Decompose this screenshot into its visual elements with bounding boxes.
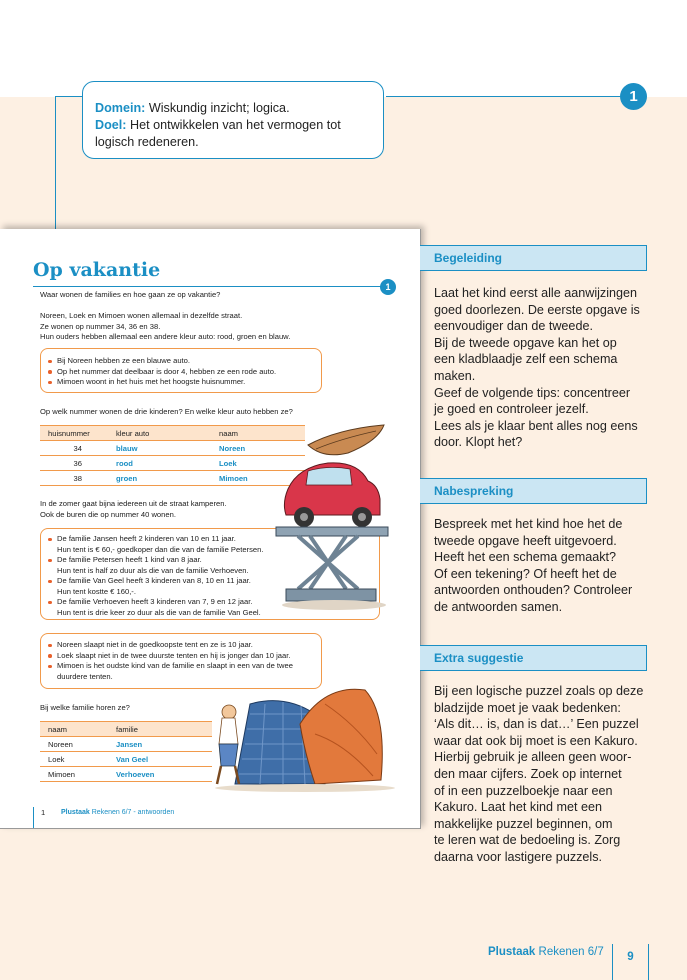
begeleiding-text: Laat het kind eerst alle aanwijzingen goed doorlezen. De eerste opgave is eenvoudiger dan de tweede. Bij de tweede opgave kan het op een kladblaadje zelf een schema maken. Geef de volgende tips: concentreer je goed en controleer jezelf. Lees als je klaar bent alles nog eens door. Klopt het?	[434, 286, 640, 450]
table-cell: Noreen	[40, 737, 108, 752]
clue-item: Noreen slaapt niet in de goedkoopste tent en ze is 10 jaar.	[57, 640, 321, 651]
answer-cell: rood	[108, 456, 211, 471]
clue-item: Loek slaapt niet in de twee duurste tenten en hij is jonger dan 10 jaar.	[57, 651, 321, 662]
table-row	[40, 752, 212, 767]
clue-item: De familie Verhoeven heeft 3 kinderen van 7, 9 en 12 jaar. Hun tent is drie keer zo duur als die van de familie Van Geel.	[57, 597, 379, 618]
domain-goal-box	[82, 81, 384, 159]
worksheet-title: Op vakantie	[33, 259, 161, 281]
nabespreking-text: Bespreek met het kind hoe het de tweede opgave heeft uitgevoerd. Heeft het een schema gemaakt? Of een tekening? Of heeft het de antwoorden onthouden? Controleer de antwoorden samen.	[434, 517, 633, 614]
clue-item: Bij Noreen hebben ze een blauwe auto.	[57, 356, 321, 367]
nabespreking-heading: Nabespreking	[420, 478, 647, 504]
worksheet-footer-text: Plustaak Rekenen 6/7 - antwoorden	[61, 809, 175, 816]
answer-cell: Verhoeven	[108, 767, 212, 782]
table-row	[40, 456, 305, 471]
table-cell: 38	[40, 471, 108, 486]
answer-cell: Van Geel	[108, 752, 212, 767]
answer-cell: Mimoen	[211, 471, 305, 486]
page-footer-text: Plustaak Rekenen 6/7	[488, 946, 604, 958]
clue-item: De familie Jansen heeft 2 kinderen van 10 en 11 jaar. Hun tent is € 60,- goedkoper dan die van de familie Petersen.	[57, 534, 379, 555]
header-rule	[386, 96, 620, 97]
table-row	[40, 441, 305, 456]
table-cell: 36	[40, 456, 108, 471]
clue-item: De familie Petersen heeft 1 kind van 8 jaar. Hun tent is half zo duur als die van de familie Verhoeven.	[57, 555, 379, 576]
clue-box-1	[40, 348, 322, 393]
table-cell: Loek	[40, 752, 108, 767]
worksheet-badge: 1	[380, 279, 396, 295]
family-table	[40, 721, 212, 782]
worksheet-footer	[33, 807, 420, 828]
table-header: familie	[108, 722, 212, 737]
answer-cell: blauw	[108, 441, 211, 456]
begeleiding-heading: Begeleiding	[420, 245, 647, 271]
answer-cell: Loek	[211, 456, 305, 471]
intro-line-2: Ze wonen op nummer 34, 36 en 38.	[40, 321, 161, 331]
left-rule	[55, 96, 56, 230]
house-table	[40, 425, 305, 486]
question-1: Waar wonen de families en hoe gaan ze op vakantie?	[40, 290, 221, 299]
worksheet-card	[0, 229, 421, 829]
intro2-line-1: In de zomer gaat bijna iedereen uit de straat kamperen.	[40, 499, 227, 508]
table-header: naam	[40, 722, 108, 737]
tent-illustration	[205, 684, 395, 794]
domain-label: Domein:	[95, 101, 146, 115]
extra-suggestie-heading: Extra suggestie	[420, 645, 647, 671]
table-header: kleur auto	[108, 426, 211, 441]
intro2-line-2: Ook de buren die op nummer 40 wonen.	[40, 509, 176, 519]
title-rule	[33, 286, 389, 287]
clue-item: Mimoen is het oudste kind van de familie en slaapt in een van de twee duurdere tenten.	[57, 661, 321, 682]
goal-text: Het ontwikkelen van het vermogen tot logisch redeneren.	[95, 118, 341, 149]
clue-box-3	[40, 633, 322, 689]
clue-item: De familie Van Geel heeft 3 kinderen van 8, 10 en 11 jaar. Hun tent kostte € 160,-.	[57, 576, 379, 597]
page-number: 9	[612, 944, 649, 980]
answer-cell: Noreen	[211, 441, 305, 456]
answer-cell: Jansen	[108, 737, 212, 752]
table-row	[40, 767, 212, 782]
worksheet-page-number: 1	[33, 807, 55, 828]
table-cell: 34	[40, 441, 108, 456]
table-row	[40, 737, 212, 752]
table-cell: Mimoen	[40, 767, 108, 782]
table-header: naam	[211, 426, 305, 441]
domain-text: Wiskundig inzicht; logica.	[145, 101, 290, 115]
question-3: Bij welke familie horen ze?	[40, 703, 130, 712]
table-header: huisnummer	[40, 426, 108, 441]
clue-item: Op het nummer dat deelbaar is door 4, hebben ze een rode auto.	[57, 367, 321, 378]
section-number-badge: 1	[620, 83, 647, 110]
car-lift-illustration	[268, 419, 390, 614]
intro-line-3: Hun ouders hebben allemaal een andere kleur auto: rood, groen en blauw.	[40, 332, 291, 341]
question-2: Op welk nummer wonen de drie kinderen? En welke kleur auto hebben ze?	[40, 407, 293, 416]
intro-line-1: Noreen, Loek en Mimoen wonen allemaal in dezelfde straat.	[40, 311, 243, 320]
clue-item: Mimoen woont in het huis met het hoogste huisnummer.	[57, 377, 321, 388]
left-rule-top	[55, 96, 83, 97]
goal-label: Doel:	[95, 118, 127, 132]
extra-suggestie-text: Bij een logische puzzel zoals op deze bladzijde moet je vaak bedenken: ‘Als dit… is, dan is dat…’ Een puzzel waar dat ook bij moet is een Kakuro. Hierbij gebruik je alleen geen woor- den maar cijfers. Zoek op internet of in een puzzelboekje naar een Kakuro. Laat het kind met een makkelijke puzzel beginnen, om te leren wat de bedoeling is. Zorg daarna voor lastigere puzzels.	[434, 684, 644, 864]
table-row	[40, 471, 305, 486]
answer-cell: groen	[108, 471, 211, 486]
